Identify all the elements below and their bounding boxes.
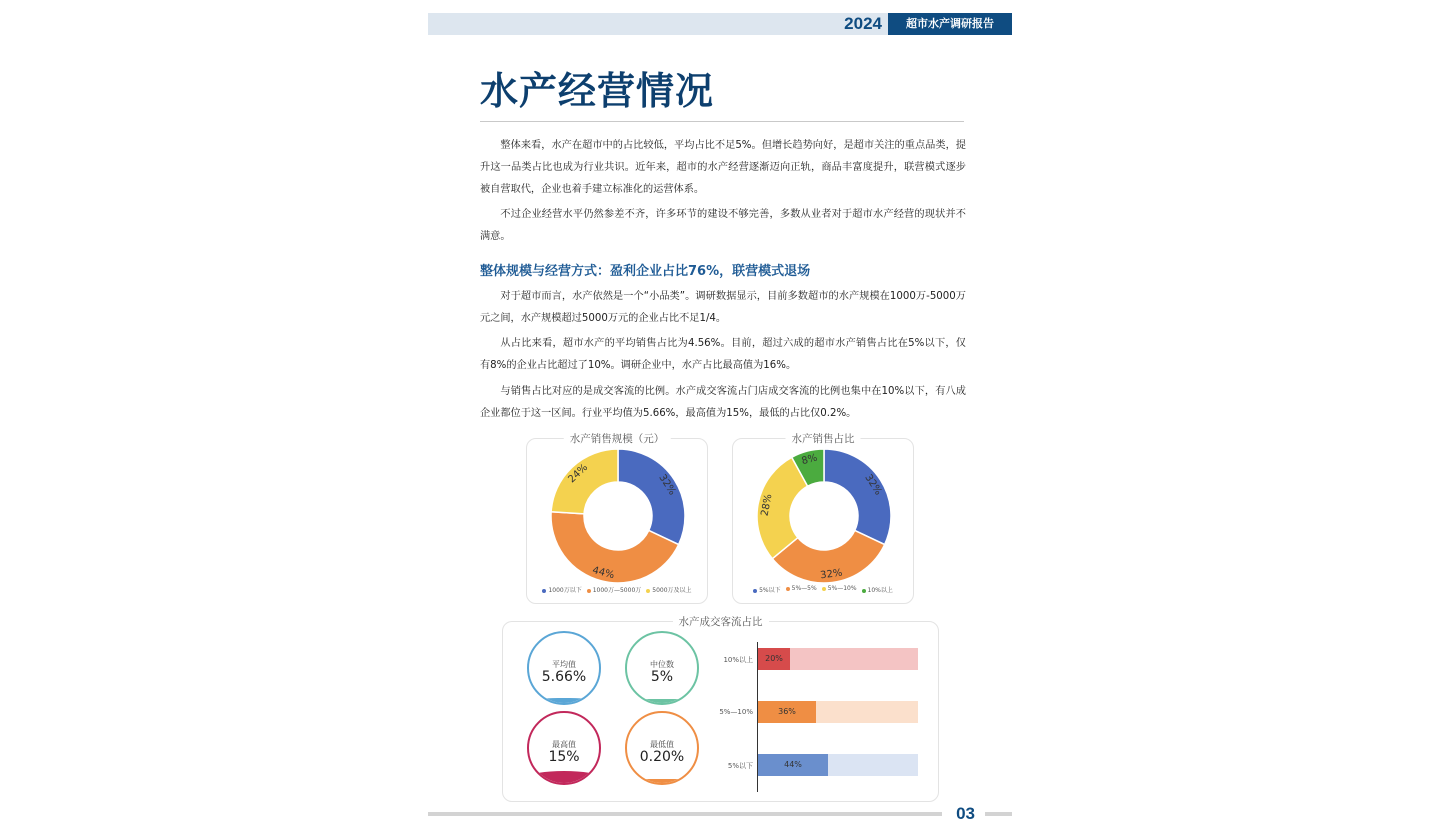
stat-bubble-average: [527, 631, 601, 705]
section-subheading: 整体规模与经营方式：盈利企业占比76%，联营模式退场: [480, 264, 811, 279]
traffic-bar-category-0: 10%以上: [723, 656, 753, 664]
sales-share-legend-item-0: 5%以下: [753, 585, 781, 594]
sales-scale-legend-dot-1: [587, 589, 591, 593]
traffic-share-title: 水产成交客流占比: [673, 614, 769, 629]
sales-scale-legend-item-1: 1000万—5000万: [587, 585, 642, 594]
traffic-bar-2: 44%: [758, 754, 828, 776]
stat-bubble-min: [625, 711, 699, 785]
header-year: 2024: [844, 14, 882, 33]
stat-wave-min: [627, 779, 697, 783]
sales-scale-chart-card: [526, 433, 708, 604]
paragraph-4: 从占比来看，超市水产的平均销售占比为4.56%。目前，超过六成的超市水产销售占比在5%以下，仅有8%的企业占比超过了10%。调研企业中，水产占比最高值为16%。: [480, 338, 966, 371]
sales-scale-legend-item-0: 1000万以下: [542, 585, 581, 594]
stat-bubble-max: [527, 711, 601, 785]
paragraph-1: 整体来看，水产在超市中的占比较低，平均占比不足5%。但增长趋势向好，是超市关注的重点品类，提升这一品类占比也成为行业共识。近年来，超市的水产经营逐渐迈向正轨，商品丰富度提升，联营模式逐步被自营取代，企业也着手建立标准化的运营体系。: [480, 140, 966, 195]
stat-value-max: 15%: [548, 749, 580, 765]
sales-scale-legend-dot-2: [646, 589, 650, 593]
traffic-bar-track-2: [758, 754, 918, 776]
sales-share-legend-item-3: 10%以上: [862, 585, 893, 594]
sales-share-slice-label-3: 8%: [800, 452, 819, 468]
sales-scale-legend-dot-0: [542, 589, 546, 593]
traffic-bar-track-1: [758, 701, 918, 723]
paragraph-3: 对于超市而言，水产依然是一个“小品类”。调研数据显示，目前多数超市的水产规模在1000万-5000万元之间，水产规模超过5000万元的企业占比不足1/4。: [480, 291, 966, 324]
sales-scale-chart-title: 水产销售规模（元）: [564, 431, 671, 446]
stat-label-max: 最高值: [552, 740, 576, 749]
sales-share-chart-card: [732, 433, 914, 604]
stat-label-min: 最低值: [650, 740, 674, 749]
sales-share-legend-dot-1: [786, 587, 790, 591]
sales-scale-donut: [527, 439, 709, 605]
paragraph-5: 与销售占比对应的是成交客流的比例。水产成交客流占门店成交客流的比例也集中在10%以下，有八成企业都位于这一区间。行业平均值为5.66%，最高值为15%，最低的占比仅0.2%。: [480, 386, 966, 419]
sales-share-slice-0: [824, 449, 891, 545]
sales-scale-legend: [527, 585, 707, 594]
stat-wave-max: [529, 771, 599, 783]
sales-scale-legend-item-2: 5000万及以上: [646, 585, 691, 594]
page-title: 水产经营情况: [480, 69, 715, 113]
footer-line-right: [985, 812, 1012, 816]
page-number: 03: [956, 804, 975, 823]
stat-label-median: 中位数: [650, 660, 674, 669]
traffic-bar-0: 20%: [758, 648, 790, 670]
sales-share-slice-label-0: 32%: [862, 472, 884, 498]
sales-share-legend-item-2: 5%—10%: [822, 585, 857, 594]
sales-share-donut: [733, 439, 915, 605]
stat-bubble-median: [625, 631, 699, 705]
sales-scale-slice-label-2: 24%: [566, 462, 591, 486]
footer-line-left: [428, 812, 942, 816]
stat-wave-median: [627, 699, 697, 703]
sales-scale-slice-0: [618, 449, 685, 545]
paragraph-2: 不过企业经营水平仍然参差不齐，许多环节的建设不够完善，多数从业者对于超市水产经营的现状并不满意。: [480, 209, 966, 242]
sales-share-chart-title: 水产销售占比: [786, 431, 861, 446]
stat-value-min: 0.20%: [639, 749, 685, 765]
sales-share-legend-dot-0: [753, 589, 757, 593]
report-page: [428, 0, 1012, 830]
sales-share-slice-label-2: 28%: [759, 493, 775, 518]
sales-share-legend: [733, 585, 913, 594]
stat-value-median: 5%: [650, 669, 674, 685]
header-tag: 超市水产调研报告: [888, 13, 1012, 35]
traffic-share-card: [502, 616, 939, 802]
traffic-bar-track-0: [758, 648, 918, 670]
sales-share-legend-dot-2: [822, 587, 826, 591]
title-divider: [480, 121, 964, 122]
stat-wave-average: [529, 698, 599, 703]
sales-scale-slice-2: [551, 449, 618, 514]
sales-share-legend-dot-3: [862, 589, 866, 593]
traffic-bar-1: 36%: [758, 701, 816, 723]
sales-share-slice-label-1: 32%: [819, 567, 844, 582]
stat-label-average: 平均值: [552, 660, 576, 669]
traffic-bar-category-2: 5%以下: [727, 762, 753, 770]
sales-scale-slice-label-0: 32%: [656, 472, 678, 498]
sales-scale-slice-label-1: 44%: [591, 565, 616, 582]
traffic-bar-category-1: 5%—10%: [719, 708, 753, 716]
stat-value-average: 5.66%: [541, 669, 587, 685]
sales-share-legend-item-1: 5%—5%: [786, 585, 817, 594]
